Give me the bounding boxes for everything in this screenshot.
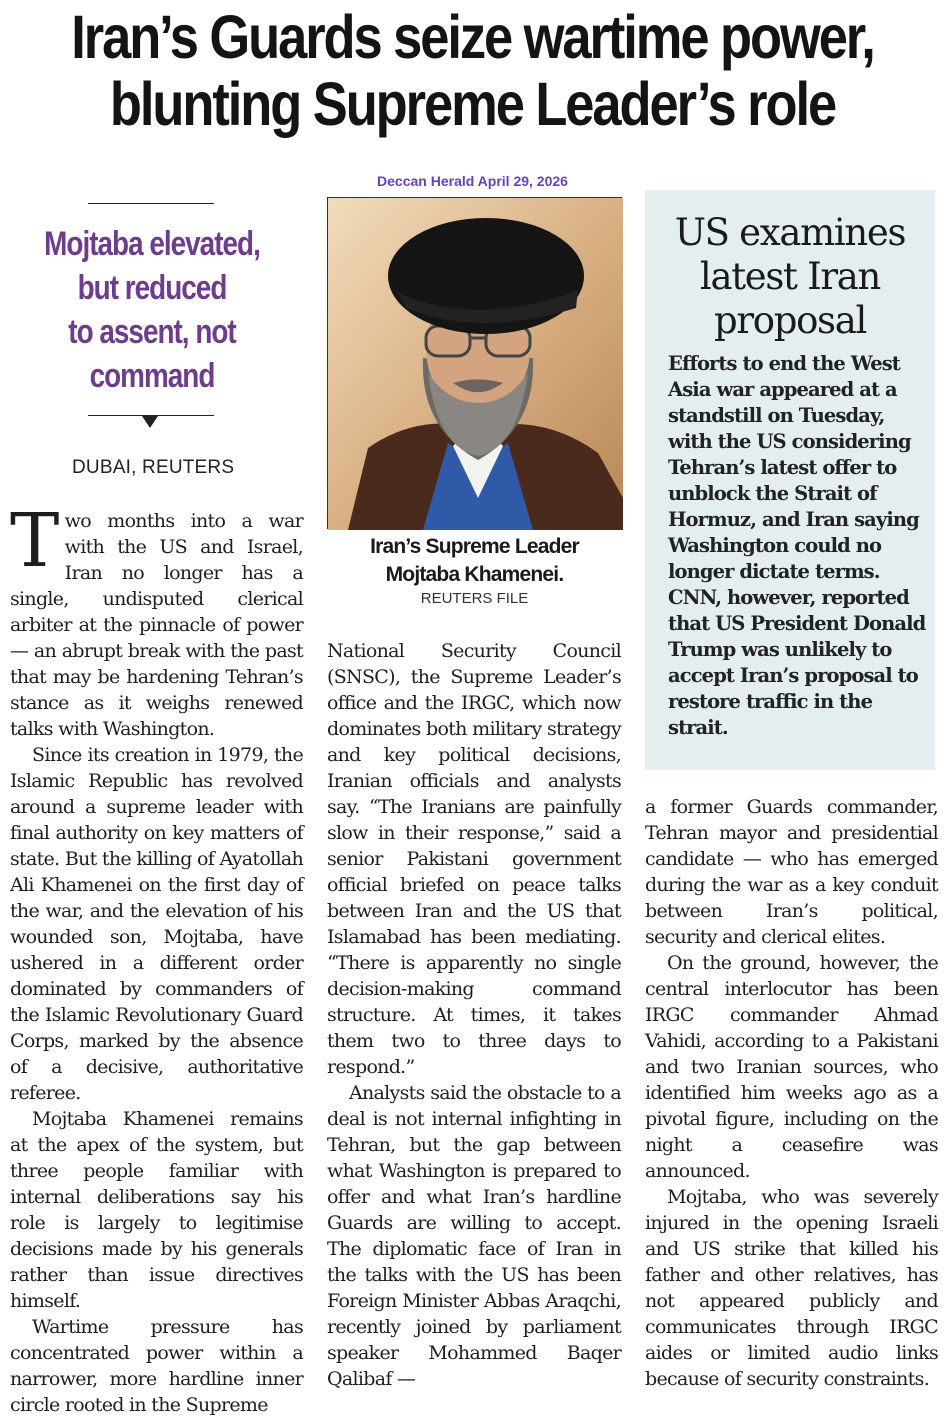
paragraph-8: On the ground, however, the central interlocutor has been IRGC commander Ahmad Vahidi, according to a Pakistani and two Iranian sources, who identified him weeks ago as a pivotal figure, including on the night a ceasefire was announced. xyxy=(645,952,938,1182)
paragraph-4: Wartime pressure has concentrated power within a narrower, more hardline inner circle rooted in the Supreme xyxy=(10,1316,303,1416)
paragraph-7: a former Guards commander, Tehran mayor and presidential candidate — who has emerged during the war as a key conduit between Iran’s political, security and clerical elites. xyxy=(645,796,938,948)
caption-line-2: Mojtaba Khamenei. xyxy=(385,563,564,586)
kicker-line-2: but reduced xyxy=(77,269,227,307)
paragraph-1-text: wo months into a war with the US and Israel, Iran no longer has a single, undisputed clerical arbiter at the pinnacle of power — an abrupt break with the past that may be hardening Tehran’s stance as it weighs renewed talks with Washington. xyxy=(10,510,303,740)
sidebar-headline-line-1: US examines xyxy=(674,211,906,254)
photo-credit: REUTERS FILE xyxy=(420,590,529,607)
headline xyxy=(66,4,879,138)
kicker-line-3: to assent, not xyxy=(68,313,236,351)
article-column-3 xyxy=(645,794,938,1392)
kicker-line-4: command xyxy=(89,357,215,395)
caption-line-1: Iran’s Supreme Leader xyxy=(370,535,579,558)
paragraph-6: Analysts said the obstacle to a deal is not internal infighting in Tehran, but the gap between what Washington is prepared to offer and what Iran’s hardline Guards are willing to accept. The diplomatic face of Iran in the talks with the US has been Foreign Minister Abbas Araqchi, recently joined by parliament speaker Mohammed Baqer Qalibaf — xyxy=(327,1082,621,1390)
paragraph-5: National Security Council (SNSC), the Supreme Leader’s office and the IRGC, which now dominates both military strategy and key political decisions, Iranian officials and analysts say. “The Iranians are painfully slow in their response,” said a senior Pakistani government official briefed on peace talks between Iran and the US that Islamabad has been mediating. “There is apparently no single decision-making command structure. At times, it takes them two to three days to respond.” xyxy=(327,640,621,1078)
article-column-1 xyxy=(10,498,303,1418)
sidebar-headline xyxy=(645,211,935,343)
sidebar-headline-line-3: proposal xyxy=(713,299,867,342)
paragraph-2: Since its creation in 1979, the Islamic Republic has revolved around a supreme leader with final authority on key matters of state. But the killing of Ayatollah Ali Khamenei on the first day of the war, and the elevation of his wounded son, Mojtaba, have ushered in a different order dominated by commanders of the Islamic Revolutionary Guard Corps, marked by the absence of a decisive, authoritative referee. xyxy=(10,744,303,1104)
source-line: Deccan Herald April 29, 2026 xyxy=(377,173,568,189)
paragraph-1 xyxy=(10,498,303,742)
paragraph-3: Mojtaba Khamenei remains at the apex of the system, but three people familiar with internal deliberations say his role is largely to legitimise decisions made by his generals rather than issue directives himself. xyxy=(10,1108,303,1312)
kicker xyxy=(18,222,286,398)
sidebar-body: Efforts to end the West Asia war appeared at a standstill on Tuesday, with the US considering Tehran’s latest offer to unblock the Strait of Hormuz, and Iran saying Washington could no longer dictate terms. CNN, however, reported that US President Donald Trump was unlikely to accept Iran’s proposal to restore traffic in the strait. xyxy=(668,352,926,739)
paragraph-9: Mojtaba, who was severely injured in the opening Israeli and US strike that killed his father and other relatives, has not appeared publicly and communicates through IRGC aides or limited audio links because of security constraints. xyxy=(645,1186,938,1390)
sidebar-headline-line-2: latest Iran xyxy=(699,255,881,298)
photo-caption xyxy=(327,533,622,589)
kicker-line-1: Mojtaba elevated, xyxy=(44,225,260,263)
portrait-illustration xyxy=(328,198,623,530)
headline-line-2: blunting Supreme Leader’s role xyxy=(109,70,836,138)
drop-cap: T xyxy=(10,498,59,584)
dateline: DUBAI, REUTERS xyxy=(72,457,235,478)
kicker-top-rule xyxy=(88,203,214,204)
article-column-2 xyxy=(327,638,621,1392)
down-arrow-icon xyxy=(142,416,158,428)
photo-mojtaba-khamenei xyxy=(327,197,622,529)
headline-line-1: Iran’s Guards seize wartime power, xyxy=(71,3,874,71)
